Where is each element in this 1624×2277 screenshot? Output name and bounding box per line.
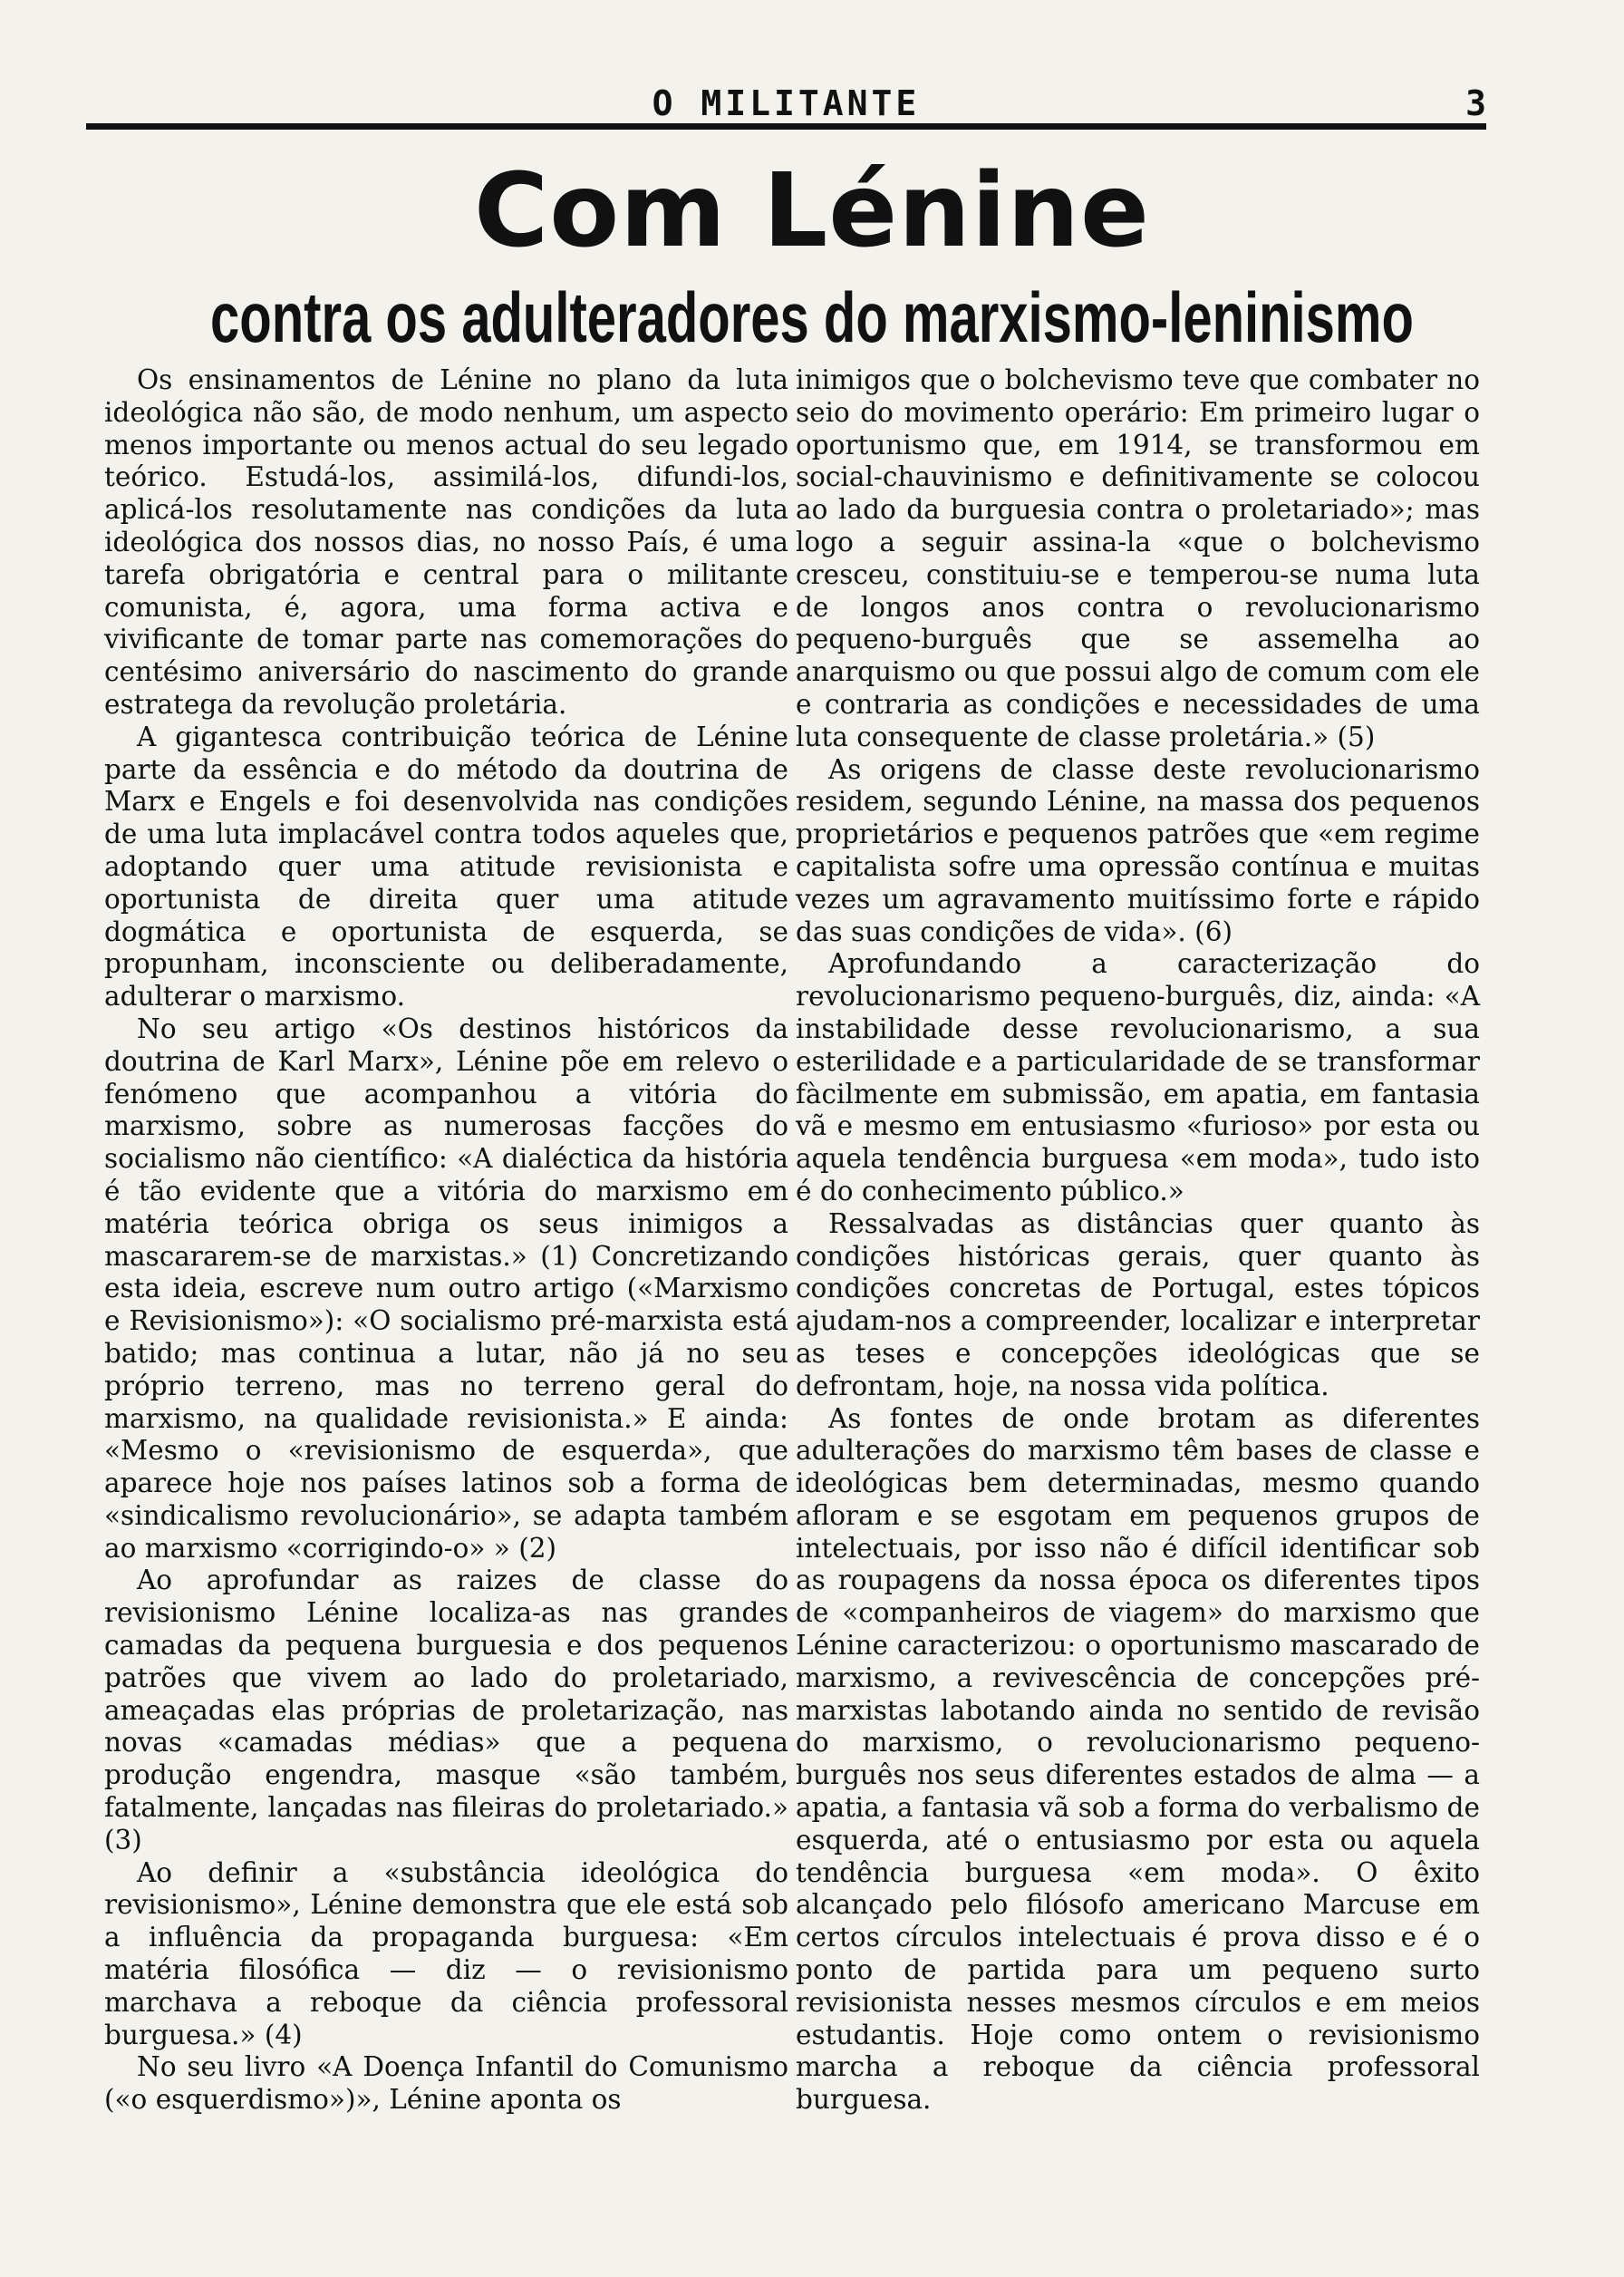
paragraph: inimigos que o bolchevismo teve que combater no seio do movimento operário: Em primeiro lugar o oportunismo que, em 1914, se transformou em social-chauvinismo e definitivamente se colocou ao lado da burguesia contra o proletariado»; mas logo a seguir assina-la «que o bolchevismo cresceu, constituiu-se e temperou-se numa luta de longos anos contra o revolucionarismo pequeno-burguês que se assemelha ao anarquismo ou que possui algo de comum com ele e contraria as condições e necessidades de uma luta consequente de classe proletária.» (5)	[796, 364, 1480, 752]
publication-title: O MILITANTE	[652, 83, 921, 123]
article-subtitle: contra os adulteradores do marxismo-leninismo	[210, 277, 1414, 358]
paragraph: No seu livro «A Doença Infantil do Comunismo («o esquerdismo»)», Lénine aponta os	[104, 2051, 788, 2116]
paragraph: Aprofundando a caracterização do revolucionarismo pequeno-burguês, diz, ainda: «A instabilidade desse revolucionarismo, a sua esterilidade e a particularidade de se transformar fàcilmente em submissão, em apatia, em fantasia vã e mesmo em entusiasmo «furioso» por esta ou aquela tendência burguesa «em moda», tudo isto é do conhecimento público.»	[796, 948, 1480, 1206]
paragraph: As fontes de onde brotam as diferentes adulterações do marxismo têm bases de classe e ideológicas bem determinadas, mesmo quando afloram e se esgotam em pequenos grupos de intelectuais, por isso não é difícil identificar sob as roupagens da nossa época os diferentes tipos de «companheiros de viagem» do marxismo que Lénine caracterizou: o oportunismo mascarado de marxismo, a revivescência de concepções pré-marxistas labotando ainda no sentido de revisão do marxismo, o revolucionarismo pequeno-burguês nos seus diferentes estados de alma — a apatia, a fantasia vã sob a forma do verbalismo de esquerda, até o entusiasmo por esta ou aquela tendência burguesa «em moda». O êxito alcançado pelo filósofo americano Marcuse em certos círculos intelectuais é prova disso e é o ponto de partida para um pequeno surto revisionista nesses mesmos círculos e em meios estudantis. Hoje como ontem o revisionismo marcha a reboque da ciência professoral burguesa.	[796, 1402, 1480, 2116]
paragraph: Ao definir a «substância ideológica do revisionismo», Lénine demonstra que ele está sob a influência da propaganda burguesa: «Em matéria filosófica — diz — o revisionismo marchava a reboque da ciência professoral burguesa.» (4)	[104, 1856, 788, 2050]
header-rule	[86, 123, 1486, 130]
page-number: 3	[1465, 83, 1486, 123]
paragraph: Os ensinamentos de Lénine no plano da luta ideológica não são, de modo nenhum, um aspecto menos importante ou menos actual do seu legado teórico. Estudá-los, assimilá-los, difundi-los, aplicá-los resolutamente nas condições da luta ideológica dos nossos dias, no nosso País, é uma tarefa obrigatória e central para o militante comunista, é, agora, uma forma activa e vivificante de tomar parte nas comemorações do centésimo aniversário do nascimento do grande estratega da revolução proletária.	[104, 364, 788, 720]
paragraph: A gigantesca contribuição teórica de Lénine parte da essência e do método da doutrina de Marx e Engels e foi desenvolvida nas condições de uma luta implacável contra todos aqueles que, adoptando quer uma atitude revisionista e oportunista de direita quer uma atitude dogmática e oportunista de esquerda, se propunham, inconsciente ou deliberadamente, adulterar o marxismo.	[104, 721, 788, 1013]
paragraph: Ressalvadas as distâncias quer quanto às condições históricas gerais, quer quanto às condições concretas de Portugal, estes tópicos ajudam-nos a compreender, localizar e interpretar as teses e concepções ideológicas que se defrontam, hoje, na nossa vida política.	[796, 1207, 1480, 1401]
paragraph: As origens de classe deste revolucionarismo residem, segundo Lénine, na massa dos pequenos proprietários e pequenos patrões que «em regime capitalista sofre uma opressão contínua e muitas vezes um agravamento muitíssimo forte e rápido das suas condições de vida». (6)	[796, 753, 1480, 947]
page-header	[86, 83, 1486, 121]
paragraph: Ao aprofundar as raizes de classe do revisionismo Lénine localiza-as nas grandes camadas da pequena burguesia e dos pequenos patrões que vivem ao lado do proletariado, ameaçadas elas próprias de proletarização, nas novas «camadas médias» que a pequena produção engendra, masque «são também, fatalmente, lançadas nas fileiras do proletariado.» (3)	[104, 1565, 788, 1856]
paragraph: No seu artigo «Os destinos históricos da doutrina de Karl Marx», Lénine põe em relevo o fenómeno que acompanhou a vitória do marxismo, sobre as numerosas facções do socialismo não científico: «A dialéctica da história é tão evidente que a vitória do marxismo em matéria teórica obriga os seus inimigos a mascararem-se de marxistas.» (1) Concretizando esta ideia, escreve num outro artigo («Marxismo e Revisionismo»): «O socialismo pré-marxista está batido; mas continua a lutar, não já no seu próprio terreno, mas no terreno geral do marxismo, na qualidade revisionista.» E ainda: «Mesmo o «revisionismo de esquerda», que aparece hoje nos países latinos sob a forma de «sindicalismo revolucionário», se adapta também ao marxismo «corrigindo-o» » (2)	[104, 1013, 788, 1564]
left-column	[104, 364, 788, 2177]
article-title: Com Lénine	[474, 152, 1150, 270]
right-column	[796, 364, 1480, 2177]
